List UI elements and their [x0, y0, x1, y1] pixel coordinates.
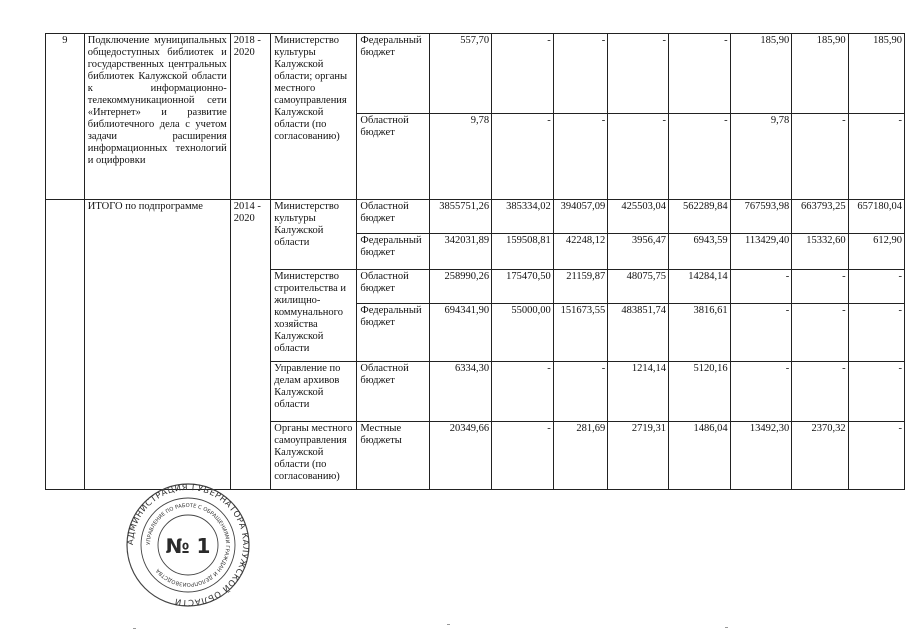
value-cell: 13492,30 — [730, 422, 792, 490]
value-cell: - — [553, 34, 608, 114]
executor: Министерство культуры Калужской области — [271, 200, 357, 270]
value-cell: - — [492, 362, 554, 422]
table-row — [46, 34, 905, 114]
value-cell: - — [848, 114, 904, 200]
value-cell: 151673,55 — [553, 304, 608, 362]
value-cell: - — [553, 114, 608, 200]
value-cell: 385334,02 — [492, 200, 554, 234]
value-cell: 612,90 — [848, 234, 904, 270]
value-cell: 562289,84 — [669, 200, 731, 234]
value-cell: 21159,87 — [553, 270, 608, 304]
value-cell: - — [492, 34, 554, 114]
value-cell: 557,70 — [429, 34, 491, 114]
value-cell: 2370,32 — [792, 422, 848, 490]
value-cell: 6334,30 — [429, 362, 491, 422]
row-number — [46, 200, 85, 490]
value-cell: 9,78 — [730, 114, 792, 200]
stamp-outer-text: АДМИНИСТРАЦИЯ ГУБЕРНАТОРА КАЛУЖСКОЙ ОБЛАСТИ — [125, 482, 251, 608]
value-cell: 258990,26 — [429, 270, 491, 304]
stamp-center-number: № 1 — [165, 534, 211, 558]
value-cell: - — [669, 34, 731, 114]
value-cell: - — [730, 304, 792, 362]
value-cell: - — [492, 114, 554, 200]
value-cell: - — [848, 422, 904, 490]
table-row — [46, 200, 905, 234]
value-cell: 14284,14 — [669, 270, 731, 304]
value-cell: - — [608, 34, 669, 114]
value-cell: 20349,66 — [429, 422, 491, 490]
period: 2014 - 2020 — [230, 200, 270, 490]
executor: Управление по делам архивов Калужской области — [271, 362, 357, 422]
value-cell: - — [792, 270, 848, 304]
value-cell: 42248,12 — [553, 234, 608, 270]
stamp-inner-text: УПРАВЛЕНИЕ ПО РАБОТЕ С ОБРАЩЕНИЯМИ ГРАЖДАН И ДЕЛОПРОИЗВОДСТВА — [145, 502, 231, 588]
funding-source: Федеральный бюджет — [357, 304, 429, 362]
value-cell: 2719,31 — [608, 422, 669, 490]
total-label: ИТОГО по подпрограмме — [84, 200, 230, 490]
value-cell: - — [848, 270, 904, 304]
value-cell: - — [792, 304, 848, 362]
value-cell: 175470,50 — [492, 270, 554, 304]
value-cell: - — [492, 422, 554, 490]
value-cell: 767593,98 — [730, 200, 792, 234]
table-body — [46, 34, 905, 490]
document-page — [45, 33, 905, 490]
value-cell: 9,78 — [429, 114, 491, 200]
value-cell: - — [730, 270, 792, 304]
value-cell: 1486,04 — [669, 422, 731, 490]
period: 2018 - 2020 — [230, 34, 270, 200]
funding-source: Местные бюджеты — [357, 422, 429, 490]
value-cell: 657180,04 — [848, 200, 904, 234]
value-cell: - — [848, 362, 904, 422]
value-cell: 5120,16 — [669, 362, 731, 422]
funding-source: Областной бюджет — [357, 362, 429, 422]
executor: Органы местного самоуправления Калужской области (по согласованию) — [271, 422, 357, 490]
value-cell: - — [792, 362, 848, 422]
value-cell: 159508,81 — [492, 234, 554, 270]
value-cell: 694341,90 — [429, 304, 491, 362]
value-cell: - — [669, 114, 731, 200]
value-cell: 6943,59 — [669, 234, 731, 270]
value-cell: 3956,47 — [608, 234, 669, 270]
executor: Министерство культуры Калужской области; органы местного самоуправления Калужской области (по согласованию) — [271, 34, 357, 200]
value-cell: 15332,60 — [792, 234, 848, 270]
value-cell: 663793,25 — [792, 200, 848, 234]
value-cell: - — [608, 114, 669, 200]
value-cell: - — [848, 304, 904, 362]
value-cell: - — [792, 114, 848, 200]
measure-name: Подключение муниципальных общедоступных библиотек и государственных центральных библиотек Калужской области к информационно-телекоммуникационной сети «Интернет» и развитие библиотечного дела с учетом задачи расширения информационных технологий и оцифровки — [84, 34, 230, 200]
value-cell: 483851,74 — [608, 304, 669, 362]
value-cell: 394057,09 — [553, 200, 608, 234]
value-cell: 281,69 — [553, 422, 608, 490]
value-cell: 342031,89 — [429, 234, 491, 270]
value-cell: 185,90 — [730, 34, 792, 114]
official-stamp — [125, 482, 251, 608]
funding-source: Областной бюджет — [357, 200, 429, 234]
value-cell: - — [553, 362, 608, 422]
value-cell: - — [730, 362, 792, 422]
value-cell: 113429,40 — [730, 234, 792, 270]
executor: Министерство строительства и жилищно-коммунального хозяйства Калужской области — [271, 270, 357, 362]
value-cell: 3816,61 — [669, 304, 731, 362]
funding-source: Федеральный бюджет — [357, 34, 429, 114]
funding-source: Областной бюджет — [357, 114, 429, 200]
funding-source: Областной бюджет — [357, 270, 429, 304]
value-cell: 1214,14 — [608, 362, 669, 422]
funding-source: Федеральный бюджет — [357, 234, 429, 270]
value-cell: 48075,75 — [608, 270, 669, 304]
value-cell: 3855751,26 — [429, 200, 491, 234]
budget-table — [45, 33, 905, 490]
row-number: 9 — [46, 34, 85, 200]
value-cell: 185,90 — [792, 34, 848, 114]
value-cell: 55000,00 — [492, 304, 554, 362]
value-cell: 425503,04 — [608, 200, 669, 234]
value-cell: 185,90 — [848, 34, 904, 114]
